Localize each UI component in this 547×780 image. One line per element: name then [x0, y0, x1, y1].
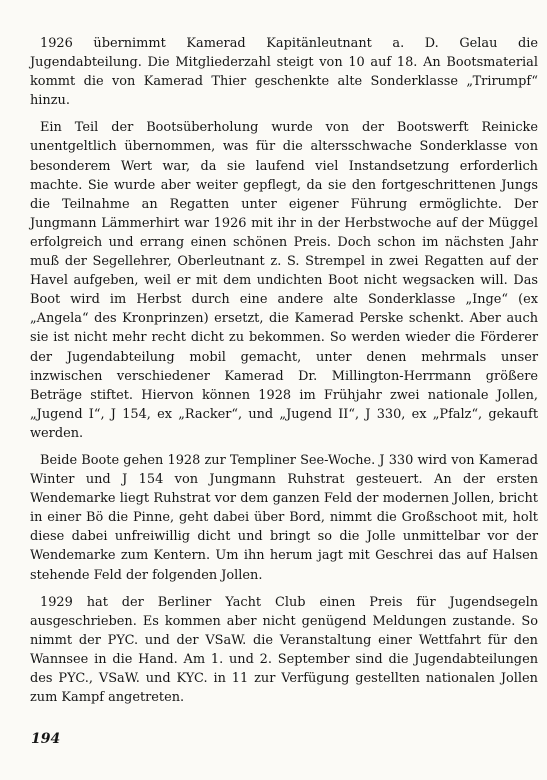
paragraph-1: 1926 übernimmt Kamerad Kapitänleutnant a. D. Gelau die Jugendabteilung. Die Mitgliederzahl steigt von 10 auf 18. An Bootsmaterial kommt die von Kamerad Thier geschenkte alte Sonderklasse „Trirumpf“ hinzu. — [30, 36, 538, 109]
page-number: 194 — [31, 731, 61, 747]
paragraph-2: Ein Teil der Bootsüberholung wurde von der Bootswerft Reinicke unentgeltlich übernommen, was für die altersschwache Sonderklasse von besonderem Wert war, da sie laufend viel Instandsetzung erforderlich machte. Sie wurde aber weiter gepflegt, da sie den fortgeschrittenen Jungs die Teilnahme an Regatten unter eigener Führung ermöglichte. Der Jungmann Lämmerhirt war 1926 mit ihr in der Herbstwoche auf der Müggel erfolgreich und errang einen schönen Preis. Doch schon im nächsten Jahr muß der Segellehrer, Oberleutnant z. S. Strempel in zwei Regatten auf der Havel aufgeben, weil er mit dem undichten Boot nicht wegsacken will. Das Boot wird im Herbst durch eine andere alte Sonderklasse „Inge“ (ex „Angela“ des Kronprinzen) ersetzt, die Kamerad Perske schenkt. Aber auch sie ist nicht mehr recht dicht zu bekommen. So werden wieder die Förderer der Jugendabteilung mobil gemacht, unter denen mehrmals unser inzwischen verschiedener Kamerad Dr. Millington-Herrmann größere Beträge stiftet. Hiervon können 1928 im Frühjahr zwei nationale Jollen, „Jugend I“, J 154, ex „Racker“, und „Jugend II“, J 330, ex „Pfalz“, gekauft werden. — [30, 120, 538, 441]
paragraph-3: Beide Boote gehen 1928 zur Templiner See-Woche. J 330 wird von Kamerad Winter und J 154 von Jungmann Ruhstrat gesteuert. An der ersten Wendemarke liegt Ruhstrat vor dem ganzen Feld der modernen Jollen, bricht in einer Bö die Pinne, geht dabei über Bord, nimmt die Großschoot mit, holt diese dabei unfreiwillig dicht und bringt so die Jolle unmittelbar vor der Wendemarke zum Kentern. Um ihn herum jagt mit Geschrei das auf Halsen stehende Feld der folgenden Jollen. — [30, 452, 538, 583]
body-text — [30, 34, 538, 715]
paragraph-4: 1929 hat der Berliner Yacht Club einen Preis für Jugendsegeln ausgeschrieben. Es kommen aber nicht genügend Meldungen zustande. So nimmt der PYC. und der VSaW. die Veranstaltung einer Wettfahrt für den Wannsee in die Hand. Am 1. und 2. September sind die Jugendabteilungen des PYC., VSaW. und KYC. in 11 zur Verfügung gestellten nationalen Jollen zum Kampf angetreten. — [30, 594, 538, 706]
